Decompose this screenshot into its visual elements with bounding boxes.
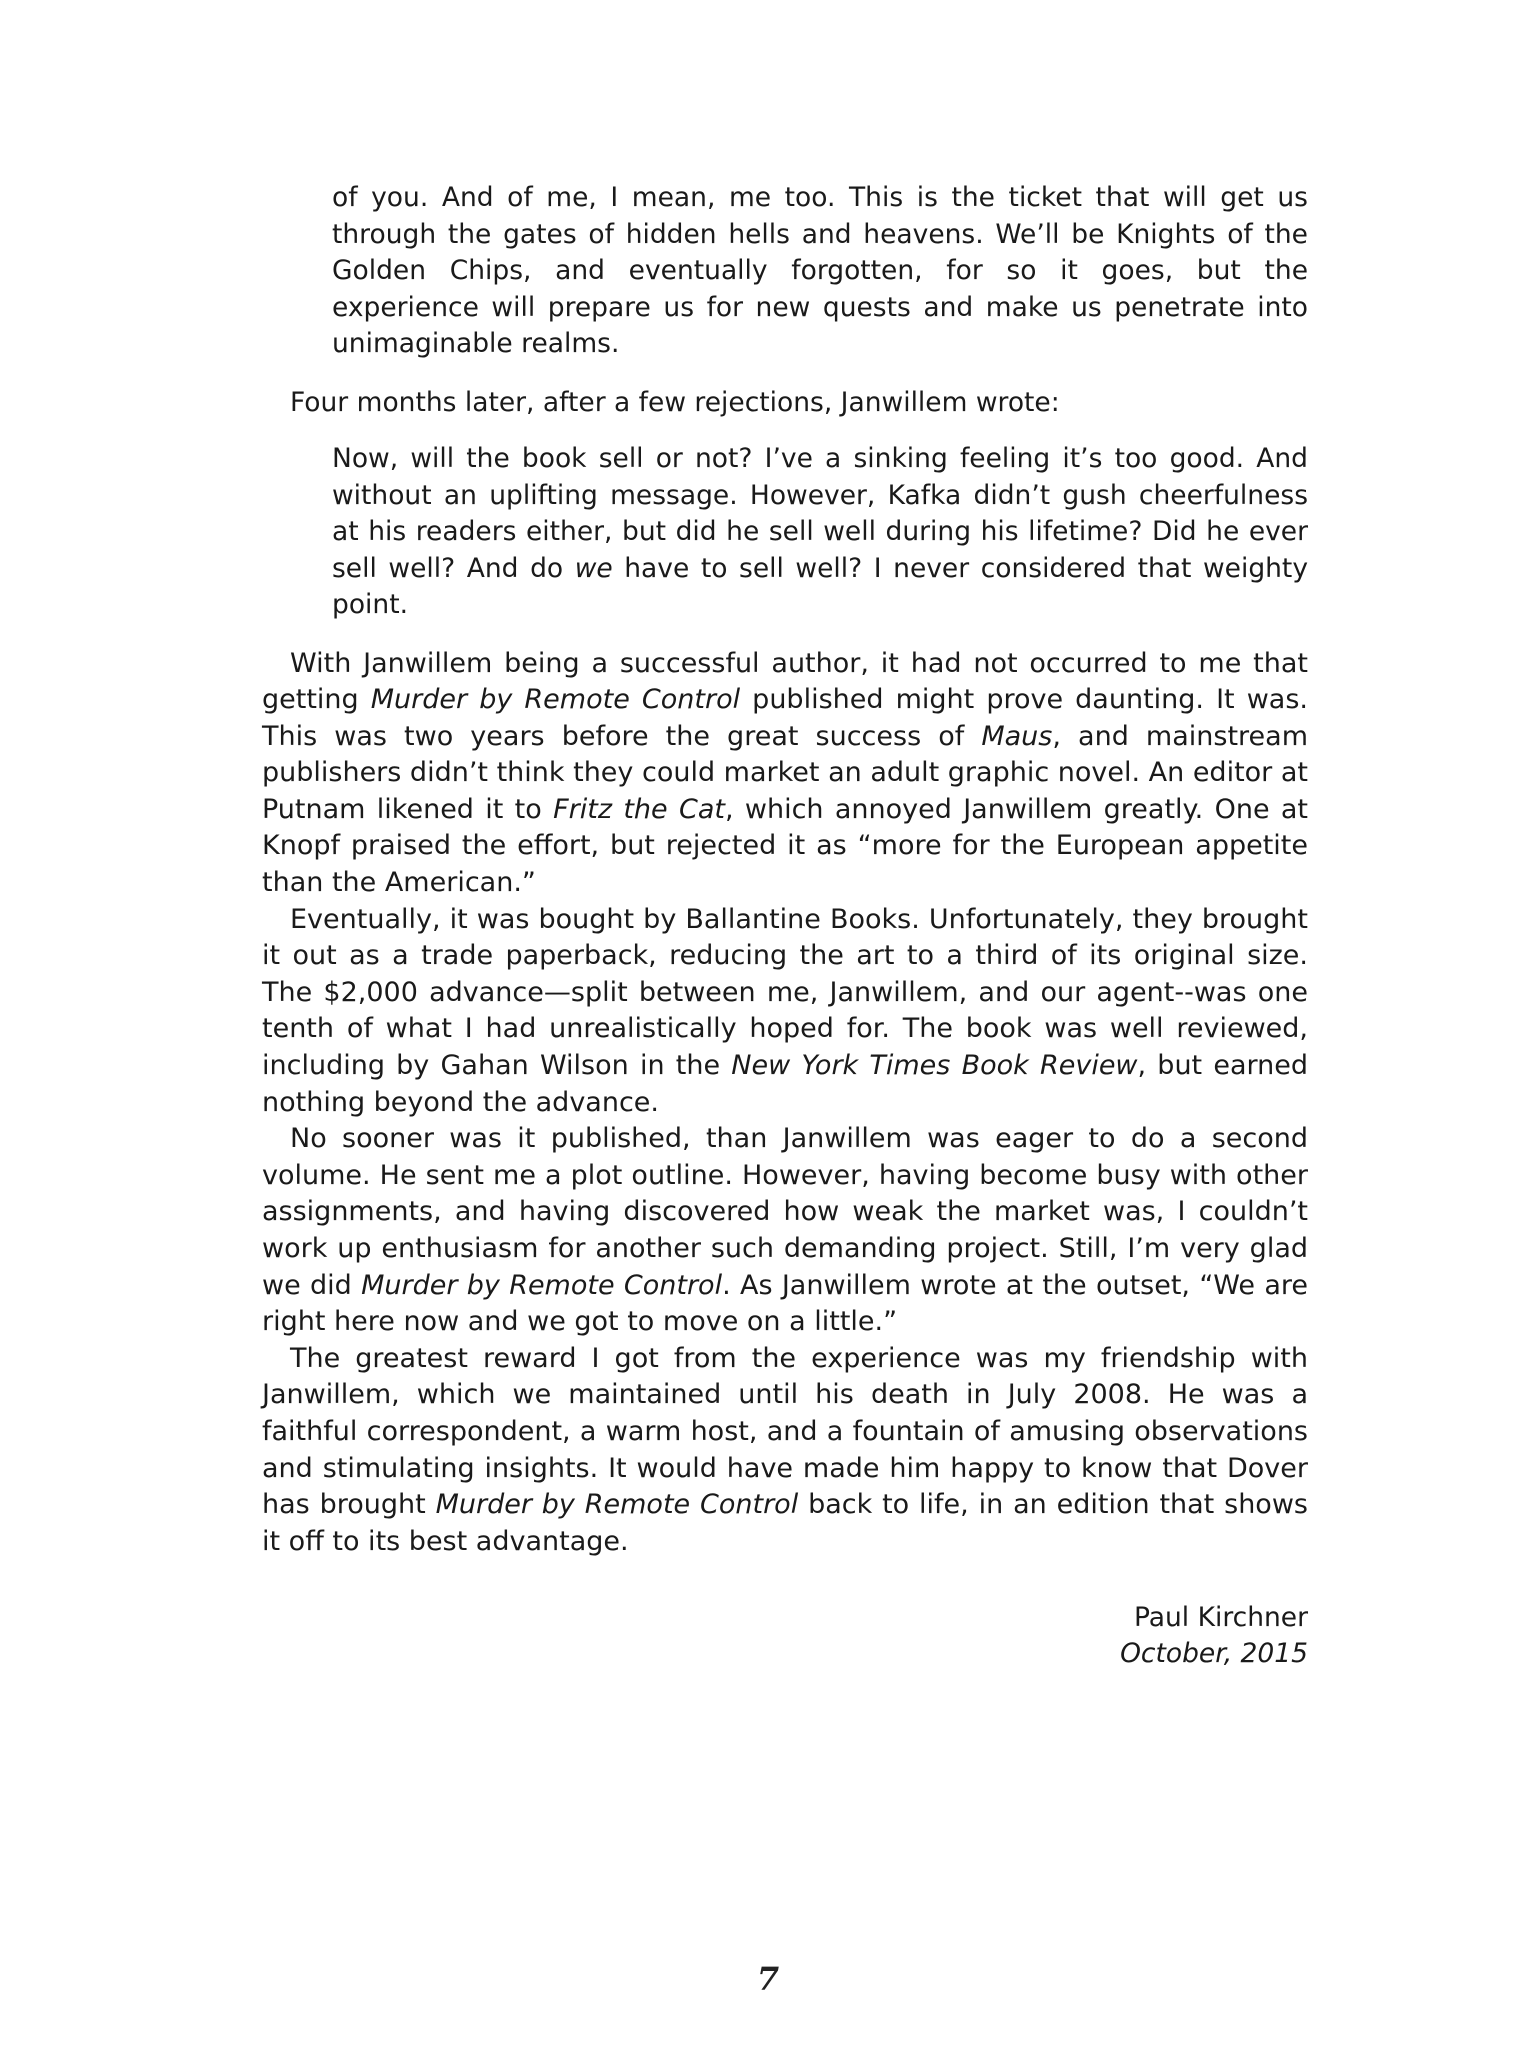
paragraph-1-b: published might prove daunting. It was. This was two years before the great success of [262, 684, 1308, 752]
paragraph-4-a: The greatest reward I got from the experience was my friendship with Janwillem, which we maintained until his death in July 2008. He was a faithful correspondent, a warm host, and a fountain of amusing observations and stimulating insights. It would have made him happy to know that Dover has brought [262, 1342, 1308, 1521]
quote-2-emphasis: we [574, 552, 613, 584]
signature-author: Paul Kirchner [1133, 1602, 1308, 1634]
publication-title: New York Times Book Review [731, 1050, 1138, 1082]
book-title: Murder by Remote Control [361, 1269, 723, 1301]
signature-date: October, 2015 [1120, 1638, 1308, 1670]
paragraph-3 [262, 1121, 1308, 1341]
book-title: Murder by Remote Control [370, 684, 741, 716]
paragraph-2-b: , but earned nothing beyond the advance. [262, 1050, 1308, 1118]
paragraph-1-c: , and mainstream publishers didn’t think they could market an adult graphic novel. An editor at Putnam likened it to [262, 720, 1308, 825]
block-quote-1 [332, 180, 1308, 363]
paragraph-1-d: , which annoyed Janwillem greatly. One at Knopf praised the effort, but rejected it as “more for the European appetite than the American.” [262, 793, 1309, 899]
quote-2-text [332, 441, 1308, 624]
book-title: Murder by Remote Control [435, 1489, 799, 1521]
paragraph-2 [262, 902, 1308, 1122]
intro-line: Four months later, after a few rejections, Janwillem wrote: [290, 386, 1060, 418]
paragraph-4 [262, 1341, 1308, 1561]
quote-2-part1: Now, will the book sell or not? I’ve a sinking feeling it’s too good. And without an uplifting message. However, Kafka didn’t gush cheerfulness at his readers either, but did he sell well during his lifetime? Did he ever sell well? And do [332, 443, 1308, 584]
paragraph-4-b: back to life, in an edition that shows it off to its best advantage. [262, 1489, 1308, 1557]
paragraph-1-a: With Janwillem being a successful author, it had not occurred to me that getting [262, 647, 1308, 716]
page-body [262, 180, 1308, 1880]
book-title: Fritz the Cat [553, 793, 725, 825]
paragraph-3-a: No sooner was it published, than Janwillem was eager to do a second volume. He sent me a plot outline. However, having become busy with other assignments, and having discovered how weak the market was, I couldn’t work up enthusiasm for another such demanding project. Still, I’m very glad we did [262, 1123, 1308, 1301]
paragraph-2-a: Eventually, it was bought by Ballantine Books. Unfortunately, they brought it out as a trade paperback, reducing the art to a third of its original size. The $2,000 advance—split between me, Janwillem, and our agent--was one tenth of what I had unrealistically hoped for. The book was well reviewed, including by Gahan Wilson in the [262, 903, 1308, 1082]
signature-block [262, 1600, 1308, 1672]
quote-2-part2: have to sell well? I never considered that weighty point. [332, 552, 1309, 620]
block-quote-2 [332, 441, 1308, 624]
body-text [262, 646, 1308, 1561]
book-title: Maus [981, 720, 1053, 752]
paragraph-3-b: . As Janwillem wrote at the outset, “We are right here now and we got to move on a little.” [262, 1269, 1309, 1338]
paragraph-1 [262, 646, 1308, 902]
quote-1-text: of you. And of me, I mean, me too. This is the ticket that will get us through the gates of hidden hells and heavens. We’ll be Knights of the Golden Chips, and eventually forgotten, for so it goes, but the experience will prepare us for new quests and make us penetrate into unimaginable realms. [332, 182, 1308, 359]
page-number: 7 [756, 1960, 780, 1998]
